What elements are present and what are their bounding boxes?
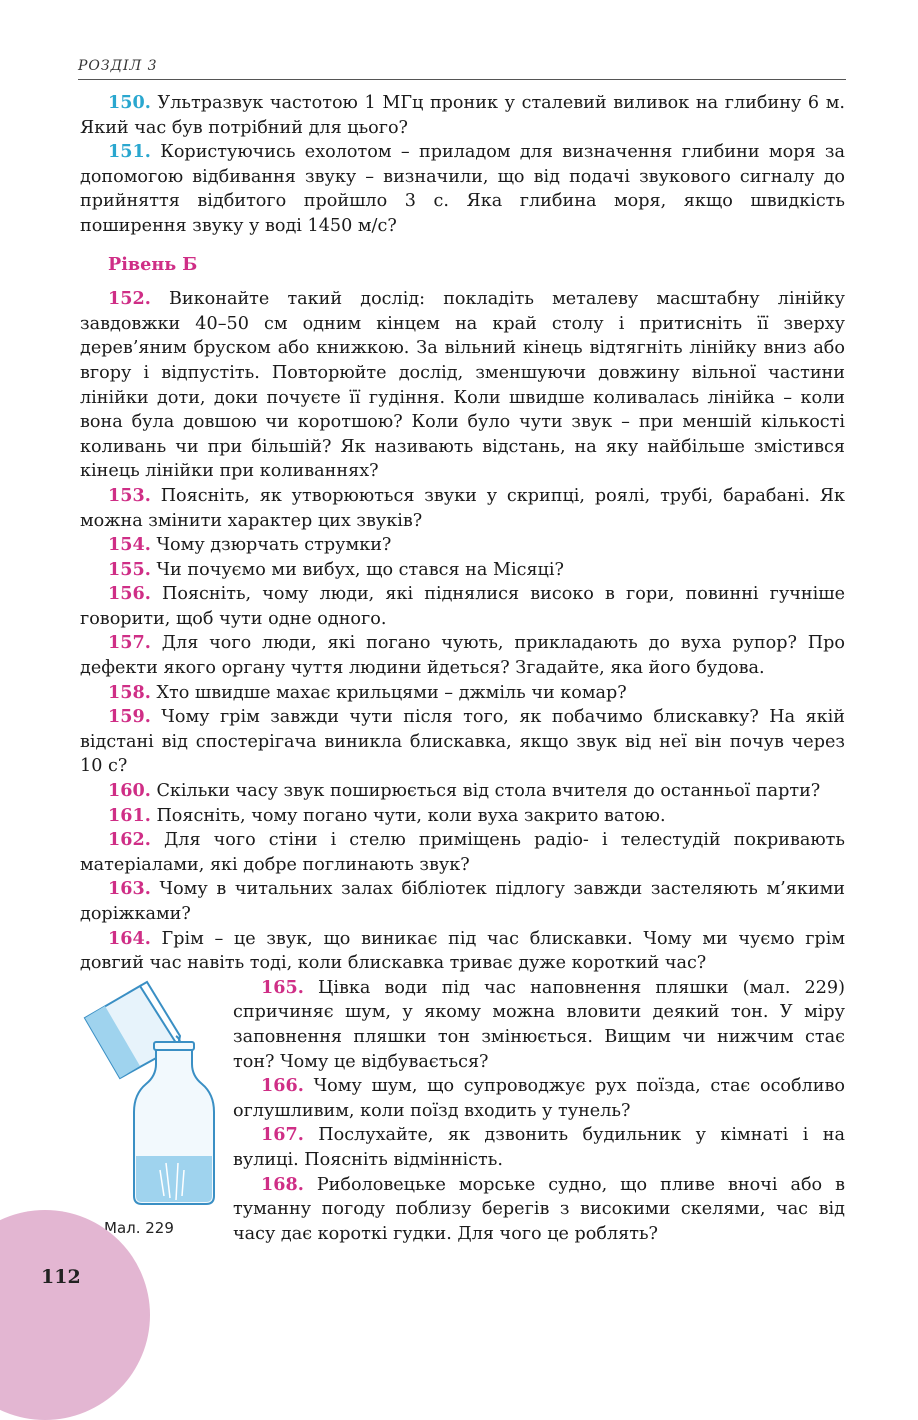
problem-164 — [80, 927, 845, 976]
problem-number: 157. — [108, 632, 151, 654]
problem-number: 161. — [108, 804, 151, 826]
problem-156 — [80, 582, 845, 631]
problem-number: 163. — [108, 878, 151, 900]
problem-159 — [80, 705, 845, 779]
problem-167 — [233, 1123, 845, 1172]
header-rule — [78, 79, 846, 80]
problem-number: 162. — [108, 829, 151, 851]
problem-number: 168. — [261, 1173, 304, 1195]
problem-151 — [80, 140, 845, 238]
problem-number: 153. — [108, 484, 151, 506]
problem-number: 166. — [261, 1075, 304, 1097]
problem-text: Хто швидше махає крильцями – джміль чи комар? — [156, 682, 627, 703]
problem-text: Чому грім завжди чути після того, як побачимо блискавку? На якій відстані від спостерігача виникла блискавка, якщо звук від неї він почув через 10 с? — [80, 707, 845, 777]
problem-number: 159. — [108, 706, 151, 728]
problem-text: Послухайте, як дзвонить будильник у кімнаті і на вулиці. Поясніть відмінність. — [233, 1125, 845, 1170]
problem-152 — [80, 287, 845, 484]
problem-text: Цівка води під час наповнення пляшки (мал. 229) спричиняє шум, у якому можна вловити деякий тон. У міру заповнення пляшки тон змінюється. Вищим чи нижчим стає тон? Чому це відбувається? — [233, 977, 845, 1072]
problem-163 — [80, 877, 845, 926]
problem-number: 154. — [108, 534, 151, 556]
problem-text: Скільки часу звук поширюється від стола вчителя до останньої парти? — [156, 781, 821, 802]
figure-caption: Мал. 229 — [104, 1218, 174, 1237]
problem-166 — [233, 1074, 845, 1123]
problem-text: Грім – це звук, що виникає під час блискавки. Чому ми чуємо грім довгий час навіть тоді, коли блискавка триває дуже короткий час? — [80, 928, 846, 974]
problem-text: Для чого стіни і стелю приміщень радіо- і телестудій покривають матеріалами, які добре поглинають звук? — [80, 830, 845, 875]
problem-text: Поясніть, як утворюються звуки у скрипці, роялі, трубі, барабані. Як можна змінити характер цих звуків? — [80, 485, 845, 531]
figure-and-text — [80, 976, 845, 1256]
problem-number: 164. — [108, 927, 151, 949]
problem-text: Ультразвук частотою 1 МГц проник у сталевий виливок на глибину 6 м. Який час був потрібний для цього? — [80, 93, 846, 138]
problem-number: 150. — [108, 92, 151, 113]
problem-161 — [80, 804, 845, 829]
page-number: 112 — [41, 1266, 81, 1288]
problem-text: Поясніть, чому погано чути, коли вуха закрито ватою. — [156, 805, 666, 826]
text-column — [80, 91, 845, 1256]
problem-number: 160. — [108, 780, 151, 802]
problem-number: 152. — [108, 288, 151, 310]
problem-154 — [80, 533, 845, 558]
problem-number: 151. — [108, 141, 151, 163]
problem-text: Чому в читальних залах бібліотек підлогу завжди застеляють м’якими доріжками? — [80, 879, 846, 924]
problem-number: 158. — [108, 681, 151, 703]
problem-text: Чому шум, що супроводжує рух поїзда, стає особливо оглушливим, коли поїзд входить у тунель? — [233, 1076, 846, 1121]
problem-number: 167. — [261, 1124, 304, 1146]
side-text-column — [233, 976, 845, 1247]
problem-text: Користуючись ехолотом – приладом для визначення глибини моря за допомогою відбивання звуку – визначили, що від подачі звукового сигналу до прийняття відбитого пройшло 3 с. Яка глибина моря, якщо швидкість поширення звуку у воді 1450 м/с? — [80, 142, 846, 236]
problem-text: Виконайте такий дослід: покладіть металеву масштабну лінійку завдовжки 40–50 см одним кінцем на край столу і притисніть її зверху дерев’яним бруском або книжкою. За вільний кінець відтягніть лінійку вниз або вгору і відпустіть. Повторюйте дослід, зменшуючи довжину вільної частини лінійки доти, доки почуєте її гудіння. Коли швидше коливалась лінійка – коли вона була довшою чи коротшою? Коли було чути звук – при меншій кількості коливань чи при більшій? Як називають відстань, на яку найбільше змістився кінець лінійки при коливаннях? — [80, 289, 845, 482]
bottle-icon — [134, 1042, 214, 1204]
problem-150 — [80, 91, 845, 140]
problem-text: Поясніть, чому люди, які піднялися високо в гори, повинні гучніше говорити, щоб чути одне одного. — [80, 584, 845, 629]
problem-157 — [80, 631, 845, 680]
problem-text: Чому дзюрчать струмки? — [156, 535, 392, 556]
problem-text: Чи почуємо ми вибух, що стався на Місяці? — [156, 559, 564, 580]
problem-153 — [80, 484, 845, 533]
section-header: РОЗДІЛ 3 — [78, 58, 158, 74]
problem-165 — [233, 976, 845, 1074]
problem-number: 155. — [108, 558, 151, 580]
level-heading: Рівень Б — [108, 253, 198, 275]
problem-168 — [233, 1173, 845, 1247]
problem-text: Риболовецьке морське судно, що пливе вночі або в туманну погоду поблизу берегів з високими скелями, час від часу дає короткі гудки. Для чого це роблять? — [233, 1174, 845, 1244]
problem-number: 156. — [108, 583, 151, 605]
problem-162 — [80, 828, 845, 877]
problem-160 — [80, 779, 845, 804]
problem-number: 165. — [261, 976, 304, 998]
problem-155 — [80, 558, 845, 583]
problem-text: Для чого люди, які погано чують, прикладають до вуха рупор? Про дефекти якого органу чуття людини йдеться? Згадайте, яка його будова. — [80, 633, 845, 679]
bottle-figure — [80, 978, 220, 1208]
problem-158 — [80, 681, 845, 706]
